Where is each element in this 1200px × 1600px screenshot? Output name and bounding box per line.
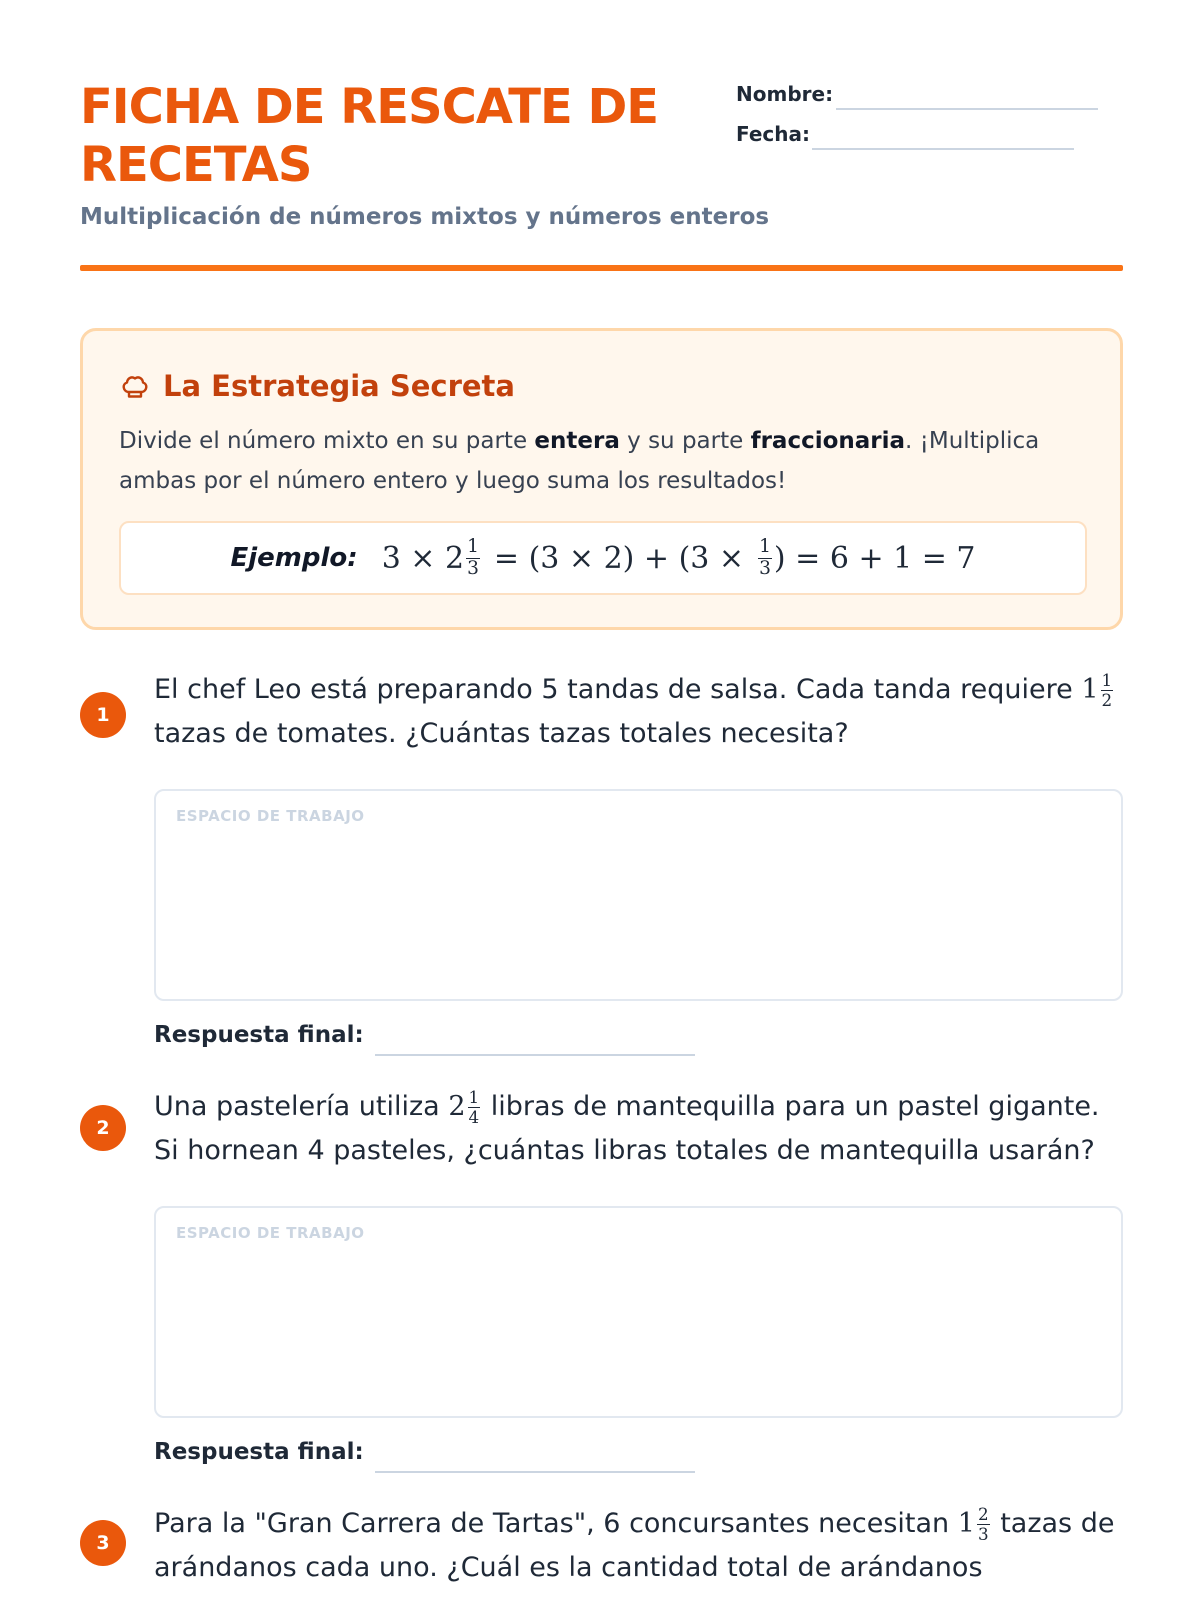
fraction-numerator: 2	[977, 1504, 989, 1525]
date-field[interactable]	[812, 148, 1074, 150]
example-part-a: 3 × 2	[381, 540, 465, 576]
worksheet-page	[80, 0, 1123, 1583]
problem-number-badge: 2	[80, 1105, 126, 1151]
problem-text-after: tazas de tomates. ¿Cuántas tazas totales necesita?	[154, 718, 849, 749]
workspace-box[interactable]	[154, 1206, 1123, 1418]
strategy-description	[119, 421, 1079, 501]
chef-hat-icon	[119, 370, 151, 402]
mixed-number-whole: 1	[957, 1508, 975, 1539]
problem-text	[154, 1085, 1122, 1173]
example-fraction-1	[466, 535, 480, 579]
problem-text-after: tazas de arándanos cada uno. ¿Cuál es la cantidad total de arándanos	[154, 1508, 1115, 1583]
strategy-heading	[119, 369, 515, 403]
date-label: Fecha:	[736, 122, 811, 146]
problem-text	[154, 668, 1122, 756]
problem-text-before: El chef Leo está preparando 5 tandas de salsa. Cada tanda requiere	[154, 674, 1082, 705]
problem-text	[154, 1502, 1122, 1590]
example-fraction-2	[758, 535, 772, 579]
example-fraction-1-num: 1	[467, 535, 479, 557]
mixed-number-whole: 1	[1081, 674, 1099, 705]
problem-text-after: libras de mantequilla para un pastel gigante. Si hornean 4 pasteles, ¿cuántas libras totales de mantequilla usarán?	[154, 1091, 1100, 1166]
strategy-text-3: . ¡Multiplica ambas por el número entero y luego suma los resultados!	[119, 428, 1040, 494]
name-row	[736, 80, 1126, 120]
worksheet-header	[80, 0, 1123, 275]
example-part-end: ) = 6 + 1 = 7	[773, 540, 976, 576]
example-equation	[381, 535, 976, 579]
example-part-mid: = (3 × 2) + (3 ×	[493, 540, 745, 576]
problem-number-badge: 3	[80, 1520, 126, 1566]
fraction-denominator: 3	[977, 1524, 989, 1544]
workspace-label: ESPACIO DE TRABAJO	[176, 1224, 365, 1242]
mixed-number-fraction	[977, 1506, 990, 1542]
name-label: Nombre:	[736, 82, 834, 106]
strategy-box	[80, 328, 1123, 630]
example-fraction-2-num: 1	[759, 535, 771, 557]
example-fraction-1-den: 3	[467, 557, 479, 579]
answer-label: Respuesta final:	[154, 1022, 364, 1048]
mixed-number-fraction	[468, 1089, 481, 1125]
problem-text-before: Una pastelería utiliza	[154, 1091, 449, 1122]
answer-field[interactable]	[375, 1471, 695, 1473]
answer-field[interactable]	[375, 1054, 695, 1056]
header-divider	[80, 265, 1123, 271]
fraction-numerator: 1	[1101, 670, 1113, 691]
workspace-box[interactable]	[154, 789, 1123, 1001]
strategy-text-1: Divide el número mixto en su parte	[119, 428, 535, 454]
strategy-title: La Estrategia Secreta	[163, 369, 515, 403]
workspace-label: ESPACIO DE TRABAJO	[176, 807, 365, 825]
date-row	[736, 120, 1126, 160]
name-field[interactable]	[836, 108, 1098, 110]
mixed-number-fraction	[1101, 672, 1114, 708]
problem-text-before: Para la "Gran Carrera de Tartas", 6 concursantes necesitan	[154, 1508, 958, 1539]
strategy-text-2: y su parte	[619, 428, 751, 454]
student-info	[736, 80, 1126, 160]
problem-number-badge: 1	[80, 692, 126, 738]
example-box	[119, 521, 1087, 595]
answer-label: Respuesta final:	[154, 1439, 364, 1465]
mixed-number-whole: 2	[448, 1091, 466, 1122]
worksheet-title: FICHA DE RESCATE DE RECETAS	[80, 79, 659, 193]
fraction-numerator: 1	[468, 1087, 480, 1108]
strategy-bold-whole: entera	[534, 428, 620, 454]
example-fraction-2-den: 3	[759, 557, 771, 579]
fraction-denominator: 4	[468, 1107, 480, 1127]
worksheet-subtitle: Multiplicación de números mixtos y números enteros	[80, 204, 770, 230]
strategy-bold-fraction: fraccionaria	[750, 428, 906, 454]
example-label: Ejemplo:	[230, 543, 358, 573]
fraction-denominator: 2	[1101, 690, 1113, 710]
